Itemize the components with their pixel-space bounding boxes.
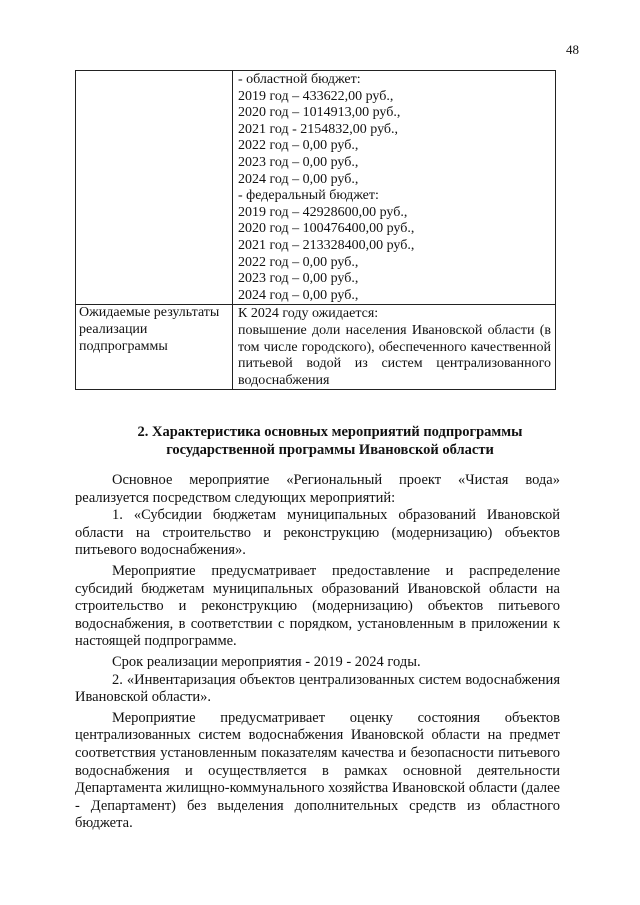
paragraph: Основное мероприятие «Региональный проект «Чистая вода» реализуется посредством следующих мероприятий: (75, 472, 560, 506)
expected-results-label: Ожидаемые результаты реализации подпрограммы (76, 305, 233, 390)
page-number: 48 (566, 42, 579, 57)
funding-line: 2021 год - 2154832,00 руб., (238, 121, 399, 137)
funding-line: - областной бюджет: (238, 72, 361, 87)
table-row-expected-results (76, 305, 556, 390)
paragraph: Срок реализации мероприятия - 2019 - 2024 годы. (112, 653, 421, 670)
funding-label-cell (76, 71, 233, 305)
subprogram-info-table (75, 70, 556, 390)
expected-results-intro: К 2024 году ожидается: (238, 306, 379, 322)
funding-line: 2024 год – 0,00 руб., (238, 287, 359, 303)
funding-line: - федеральный бюджет: (238, 188, 379, 204)
funding-line: 2021 год – 213328400,00 руб., (238, 237, 415, 253)
funding-values-cell (233, 71, 556, 305)
table-row-funding (76, 71, 556, 305)
paragraph: Мероприятие предусматривает оценку состояния объектов централизованных систем водоснабжения Ивановской области на предмет соответствия установленным показателям качества и безопасности питьевого водоснабжения и осуществляется в рамках основной деятельности Департамента жилищно-коммунального хозяйства Ивановской области (далее - Департамент) без выделения дополнительных средств из областного бюджета. (75, 709, 560, 832)
section-title-line-1: 2. Характеристика основных мероприятий подпрограммы (137, 424, 523, 440)
funding-line: 2019 год – 433622,00 руб., (238, 88, 394, 104)
paragraph: 2. «Инвентаризация объектов централизованных систем водоснабжения Ивановской области». (75, 671, 560, 706)
funding-line: 2023 год – 0,00 руб., (238, 154, 359, 170)
funding-line: 2019 год – 42928600,00 руб., (238, 204, 408, 220)
funding-line: 2024 год – 0,00 руб., (238, 171, 359, 187)
funding-line: 2022 год – 0,00 руб., (238, 254, 359, 270)
funding-line: 2022 год – 0,00 руб., (238, 138, 359, 154)
paragraph: 1. «Субсидии бюджетам муниципальных образований Ивановской области на строительство и реконструкцию (модернизацию) объектов питьевого водоснабжения». (75, 507, 560, 559)
funding-line: 2020 год – 100476400,00 руб., (238, 221, 415, 237)
funding-line: 2023 год – 0,00 руб., (238, 271, 359, 287)
expected-results-text: повышение доли населения Ивановской области (в том числе городского), обеспеченного качественной питьевой водой из систем централизованного водоснабжения (238, 322, 551, 388)
section-title (100, 423, 560, 459)
funding-line: 2020 год – 1014913,00 руб., (238, 105, 401, 121)
body-text (75, 472, 560, 833)
expected-results-cell (233, 305, 556, 390)
paragraph: Мероприятие предусматривает предоставление и распределение субсидий бюджетам муниципальных образований Ивановской области на строительство и реконструкцию (модернизацию) объектов питьевого водоснабжения, в соответствии с порядком, установленным в приложении к настоящей подпрограмме. (75, 562, 560, 650)
section-title-line-2: государственной программы Ивановской области (166, 442, 494, 458)
